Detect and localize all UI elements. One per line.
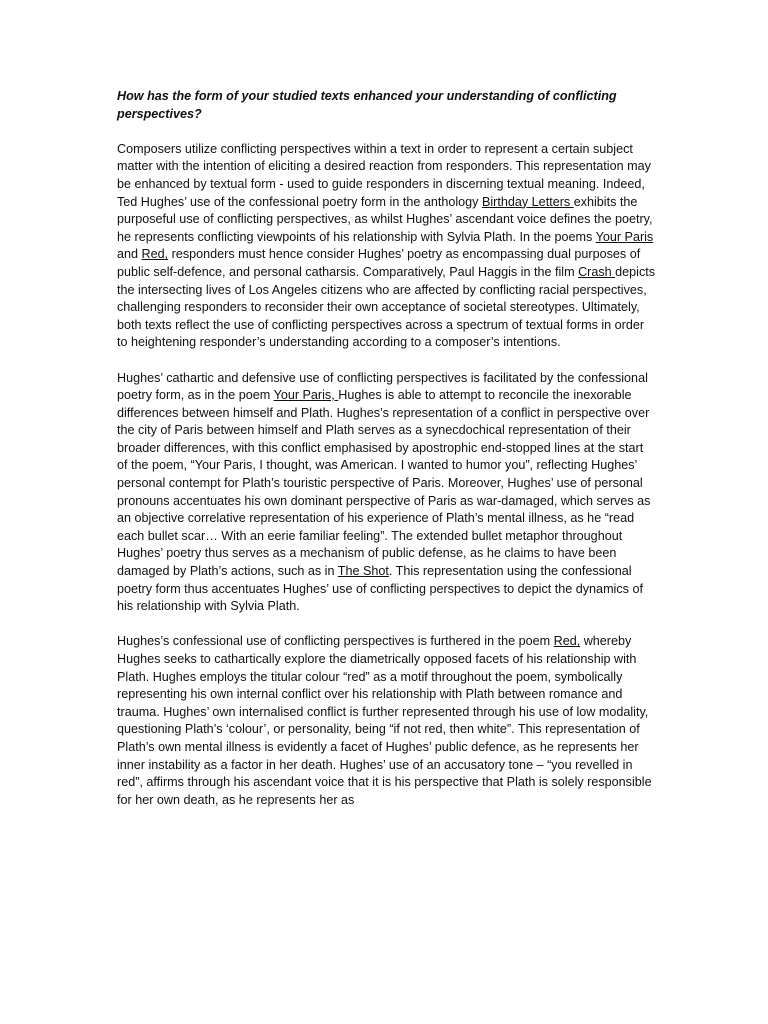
title-red: Red,: [553, 634, 581, 649]
text-segment: Hughes’ cathartic and defensive use of conflicting perspectives is facilitated by the confessional poetry form, as in the poem: [117, 370, 648, 403]
title-your-paris: Your Paris,: [273, 388, 339, 403]
essay-question: How has the form of your studied texts enhanced your understanding of conflicting perspectives?: [117, 89, 617, 121]
text-segment: depicts the intersecting lives of Los Angeles citizens who are affected by conflicting racial perspectives, challenging responders to reconsider their own acceptance of societal stereotypes. Ultimately, both texts reflect the use of conflicting perspectives across a spectrum of textual forms in order to heightening responder’s understanding according to a composer’s intentions.: [117, 264, 656, 350]
paragraph-red: [117, 633, 657, 809]
text-segment: responders must hence consider Hughes’ poetry as encompassing dual purposes of public self-defence, and personal catharsis. Comparatively, Paul Haggis in the film: [117, 247, 641, 279]
title-birthday-letters: Birthday Letters: [481, 194, 574, 209]
title-crash: Crash: [578, 264, 616, 279]
text-segment: whereby Hughes seeks to cathartically explore the diametrically opposed facets of his relationship with Plath. Hughes employs the titular colour “red” as a motif throughout the poem, symbolically representing his own internal conflict over his relationship with Plath between romance and trauma. Hughes’ own internalised conflict is further represented through his use of low modality, questioning Plath’s ‘colour’, or personality, being “if not red, then white”. This representation of Plath’s own mental illness is evidently a facet of Hughes’ public defence, as he represents her inner instability as a factor in her death. Hughes’ use of an accusatory tone – “you revelled in red”, affirms through his ascendant voice that it is his perspective that Plath is solely responsible for her own death, as he represents her as: [117, 634, 652, 807]
document-page: [117, 88, 657, 827]
title-the-shot: The Shot: [337, 564, 389, 579]
paragraph-introduction: [117, 141, 657, 352]
title-red: Red,: [141, 247, 169, 262]
text-segment: Hughes’s confessional use of conflicting perspectives is furthered in the poem: [117, 634, 554, 649]
paragraph-your-paris: [117, 370, 657, 616]
text-segment: Hughes is able to attempt to reconcile the inexorable differences between himself and Plath. Hughes’s representation of a conflict in perspective over the city of Paris between himself and Plath serves as a synecdochical representation of their broader differences, with this conflict emphasised by apostrophic end-stopped lines at the start of the poem, “Your Paris, I thought, was American. I wanted to humor you”, reflecting Hughes’ personal contempt for Plath’s touristic perspective of Paris. Moreover, Hughes’ use of personal pronouns accentuates his own dominant perspective of Paris as war-damaged, which serves as an objective correlative representation of his experience of Plath’s mental illness, as he “read each bullet scar… With an eerie familiar feeling”. The extended bullet metaphor throughout Hughes’ poetry thus serves as a mechanism of public defense, as he claims to have been damaged by Plath’s actions, such as in: [117, 388, 651, 579]
text-segment: and: [117, 247, 142, 262]
text-segment: . This representation using the confessional poetry form thus accentuates Hughes’ use of conflicting perspectives to depict the dynamics of his relationship with Sylvia Plath.: [117, 564, 643, 614]
text-segment: exhibits the purposeful use of conflicting perspectives, as whilst Hughes’ ascendant voice defines the poetry, he represents conflicting viewpoints of his relationship with Sylvia Plath. In the poems: [117, 194, 653, 244]
title-your-paris: Your Paris: [595, 229, 654, 244]
text-segment: Composers utilize conflicting perspectives within a text in order to represent a certain subject matter with the intention of eliciting a desired reaction from responders. This representation may be enhanced by textual form - used to guide responders in discerning textual meaning. Indeed, Ted Hughes’ use of the confessional poetry form in the anthology: [117, 141, 651, 209]
